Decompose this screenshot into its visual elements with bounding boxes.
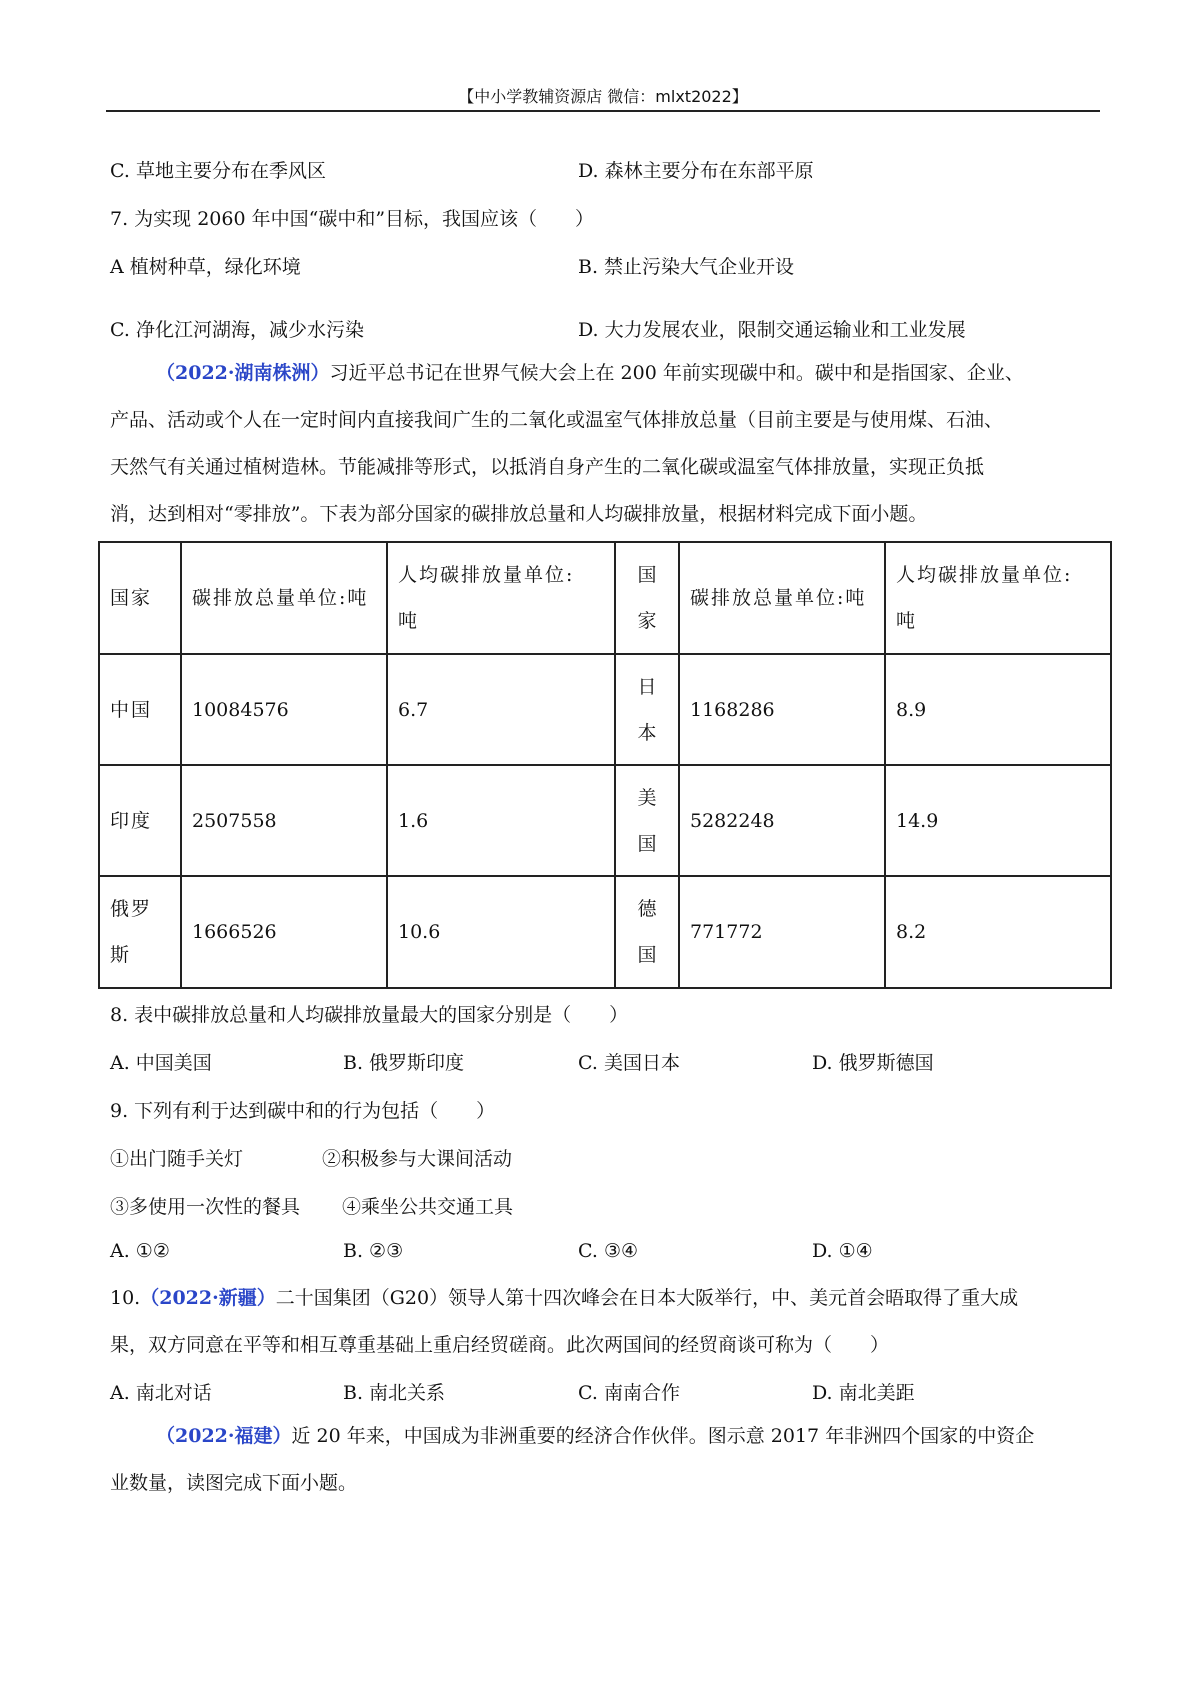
row-2-total-2: 5282248 (679, 765, 885, 876)
header-country-2 (615, 542, 679, 654)
row-3-country-2 (615, 876, 679, 988)
row-1-total-2: 1168286 (679, 654, 885, 765)
header-per-capita-2-line-2: 吨 (896, 610, 918, 632)
q6-option-d: D. 森林主要分布在东部平原 (578, 160, 814, 182)
q9-statement-3: ③多使用一次性的餐具 (110, 1196, 301, 1218)
row-2-per-capita: 1.6 (387, 765, 615, 876)
header-per-capita-2-line-1: 人均碳排放量单位: (896, 564, 1073, 586)
row-3-country-line-2: 斯 (110, 944, 132, 966)
header-per-capita-line-1: 人均碳排放量单位: (398, 564, 575, 586)
q9-option-c: C. ③④ (578, 1240, 639, 1262)
header-total-emission: 碳排放总量单位:吨 (181, 542, 387, 654)
row-2-country-line-1: 印度 (110, 809, 153, 832)
q10-option-a: A. 南北对话 (110, 1382, 212, 1404)
passage-2-line-2: 业数量，读图完成下面小题。 (110, 1472, 358, 1494)
q6-option-c: C. 草地主要分布在季风区 (110, 160, 326, 182)
row-3-country (99, 876, 181, 988)
q10-line-1: 二十国集团（G20）领导人第十四次峰会在日本大阪举行，中、美元首会晤取得了重大成 (275, 1287, 1019, 1309)
q9-stem: 9. 下列有利于达到碳中和的行为包括（ ） (110, 1100, 496, 1122)
row-2-country (99, 765, 181, 876)
row-2-country-2-line-2: 国 (637, 832, 657, 855)
row-3-country-2-line-2: 国 (637, 944, 657, 966)
header-country-2-line-2: 家 (637, 610, 657, 632)
passage-1-line-1: 习近平总书记在世界气候大会上在 200 年前实现碳中和。碳中和是指国家、企业、 (329, 362, 1024, 384)
q10-stem (110, 1275, 1100, 1369)
q9-statement-4: ④乘坐公共交通工具 (342, 1196, 514, 1218)
q9-statement-1: ①出门随手关灯 (110, 1148, 244, 1170)
q8-option-b: B. 俄罗斯印度 (343, 1052, 465, 1074)
passage-1-source: （2022·湖南株洲） (156, 362, 330, 384)
q7-stem: 7. 为实现 2060 年中国“碳中和”目标，我国应该（ ） (110, 208, 595, 230)
q9-option-d: D. ①④ (812, 1240, 873, 1262)
q7-option-c: C. 净化江河湖海，减少水污染 (110, 319, 364, 341)
table-row (99, 876, 1111, 988)
row-1-total: 10084576 (181, 654, 387, 765)
row-1-country-2-line-1: 日 (637, 675, 657, 698)
q8-option-d: D. 俄罗斯德国 (812, 1052, 934, 1074)
q10-option-c: C. 南南合作 (578, 1382, 680, 1404)
passage-1 (110, 350, 1100, 538)
table-row (99, 654, 1111, 765)
header-total-emission-2: 碳排放总量单位:吨 (679, 542, 885, 654)
q10-line-2: 果，双方同意在平等和相互尊重基础上重启经贸磋商。此次两国间的经贸商谈可称为（ ） (110, 1334, 890, 1356)
row-1-per-capita-2: 8.9 (885, 654, 1111, 765)
page-header: 【中小学教辅资源店 微信：mlxt2022】 (458, 87, 748, 106)
q8-stem: 8. 表中碳排放总量和人均碳排放量最大的国家分别是（ ） (110, 1004, 629, 1026)
row-3-total-2: 771772 (679, 876, 885, 988)
row-1-country-line-1: 中国 (110, 698, 153, 721)
header-country-2-line-1: 国 (637, 564, 657, 586)
row-1-per-capita: 6.7 (387, 654, 615, 765)
passage-1-line-2: 产品、活动或个人在一定时间内直接我间广生的二氧化或温室气体排放总量（目前主要是与使用煤、石油、 (110, 409, 1004, 431)
q8-option-c: C. 美国日本 (578, 1052, 680, 1074)
passage-1-line-4: 消，达到相对“零排放”。下表为部分国家的碳排放总量和人均碳排放量，根据材料完成下面小题。 (110, 503, 928, 525)
q7-option-b: B. 禁止污染大气企业开设 (578, 256, 795, 278)
q9-option-a: A. ①② (110, 1240, 170, 1262)
row-3-country-2-line-1: 德 (637, 898, 657, 920)
row-3-country-line-1: 俄罗 (110, 898, 153, 920)
header-per-capita-line-2: 吨 (398, 610, 420, 632)
header-per-capita (387, 542, 615, 654)
row-3-per-capita: 10.6 (387, 876, 615, 988)
header-divider (106, 110, 1100, 112)
passage-2-line-1: 近 20 年来，中国成为非洲重要的经济合作伙伴。图示意 2017 年非洲四个国家的中资企 (291, 1425, 1035, 1447)
table-row (99, 765, 1111, 876)
row-2-total: 2507558 (181, 765, 387, 876)
q10-option-b: B. 南北关系 (343, 1382, 446, 1404)
row-2-per-capita-2: 14.9 (885, 765, 1111, 876)
row-1-country-2-line-2: 本 (637, 721, 657, 744)
row-1-country (99, 654, 181, 765)
row-1-country-2 (615, 654, 679, 765)
q10-option-d: D. 南北美距 (812, 1382, 915, 1404)
q10-source: （2022·新疆） (140, 1287, 276, 1309)
q8-option-a: A. 中国美国 (110, 1052, 212, 1074)
q9-statement-2: ②积极参与大课间活动 (322, 1148, 513, 1170)
passage-1-line-3: 天然气有关通过植树造林。节能减排等形式，以抵消自身产生的二氧化碳或温室气体排放量，实现正负抵 (110, 456, 985, 478)
row-2-country-2-line-1: 美 (637, 786, 657, 809)
row-2-country-2 (615, 765, 679, 876)
row-3-total: 1666526 (181, 876, 387, 988)
header-per-capita-2 (885, 542, 1111, 654)
row-3-per-capita-2: 8.2 (885, 876, 1111, 988)
passage-2-source: （2022·福建） (156, 1425, 292, 1447)
carbon-emission-table (98, 541, 1112, 989)
q7-option-a: A 植树种草，绿化环境 (110, 256, 301, 278)
header-country: 国家 (99, 542, 181, 654)
q9-option-b: B. ②③ (343, 1240, 404, 1262)
table-header-row (99, 542, 1111, 654)
q10-number: 10. (110, 1287, 141, 1309)
passage-2 (110, 1413, 1100, 1507)
q7-option-d: D. 大力发展农业，限制交通运输业和工业发展 (578, 319, 966, 341)
